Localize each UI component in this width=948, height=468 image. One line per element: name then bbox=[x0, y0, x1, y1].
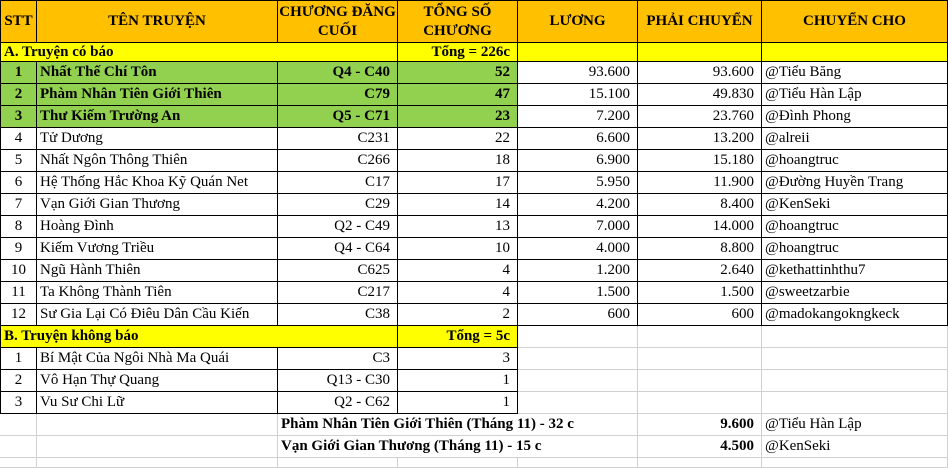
cell-empty[interactable] bbox=[518, 392, 638, 414]
cell-story-name[interactable]: Thư Kiếm Trường An bbox=[37, 106, 278, 128]
story-row bbox=[0, 216, 948, 238]
cell-empty[interactable] bbox=[638, 326, 762, 348]
story-row bbox=[0, 194, 948, 216]
story-row bbox=[0, 370, 948, 392]
cell-empty[interactable] bbox=[638, 348, 762, 370]
cell-salary[interactable]: 7.000 bbox=[518, 216, 638, 238]
header-transfer[interactable]: PHẢI CHUYỂN bbox=[638, 0, 762, 43]
cell-last-chapter[interactable]: C38 bbox=[278, 304, 398, 326]
cell-stt[interactable]: 2 bbox=[0, 84, 37, 106]
cell-empty[interactable] bbox=[762, 458, 948, 468]
cell-last-chapter[interactable]: Q2 - C62 bbox=[278, 392, 398, 414]
cell-story-name[interactable]: Ta Không Thành Tiên bbox=[37, 282, 278, 304]
story-row bbox=[0, 238, 948, 260]
cell-empty[interactable] bbox=[398, 458, 518, 468]
cell-salary[interactable]: 4.000 bbox=[518, 238, 638, 260]
cell-salary[interactable]: 6.600 bbox=[518, 128, 638, 150]
story-row bbox=[0, 304, 948, 326]
cell-chapter-count[interactable]: 18 bbox=[398, 150, 518, 172]
cell-stt[interactable]: 7 bbox=[0, 194, 37, 216]
story-row bbox=[0, 84, 948, 106]
cell-chapter-count[interactable]: 14 bbox=[398, 194, 518, 216]
cell-last-chapter[interactable]: Q4 - C40 bbox=[278, 62, 398, 84]
cell-last-chapter[interactable]: C17 bbox=[278, 172, 398, 194]
cell-empty[interactable] bbox=[37, 458, 278, 468]
cell-chapter-count[interactable]: 3 bbox=[398, 348, 518, 370]
cell-empty[interactable] bbox=[762, 370, 948, 392]
cell-empty[interactable] bbox=[37, 436, 278, 458]
section-a-total[interactable]: Tổng = 226c bbox=[398, 43, 518, 62]
cell-transfer-to[interactable]: @hoangtruc bbox=[762, 238, 948, 260]
section-a-row bbox=[0, 43, 948, 62]
story-row bbox=[0, 282, 948, 304]
cell-empty[interactable] bbox=[518, 370, 638, 392]
cell-transfer-to[interactable]: @Tiểu Hàn Lập bbox=[762, 84, 948, 106]
section-a-label[interactable]: A. Truyện có báo bbox=[0, 43, 398, 62]
cell-stt[interactable]: 4 bbox=[0, 128, 37, 150]
cell-chapter-count[interactable]: 4 bbox=[398, 260, 518, 282]
cell-empty[interactable] bbox=[762, 326, 948, 348]
cell-stt[interactable]: 3 bbox=[0, 106, 37, 128]
cell-stt[interactable]: 2 bbox=[0, 370, 37, 392]
cell-transfer[interactable]: 2.640 bbox=[638, 260, 762, 282]
cell-chapter-count[interactable]: 2 bbox=[398, 304, 518, 326]
cell-transfer[interactable]: 49.830 bbox=[638, 84, 762, 106]
cell-chapter-count[interactable]: 4 bbox=[398, 282, 518, 304]
cell-transfer[interactable]: 13.200 bbox=[638, 128, 762, 150]
cell-stt[interactable]: 11 bbox=[0, 282, 37, 304]
cell-last-chapter[interactable]: C217 bbox=[278, 282, 398, 304]
cell-transfer[interactable]: 8.800 bbox=[638, 238, 762, 260]
cell-stt[interactable]: 1 bbox=[0, 62, 37, 84]
cell-transfer-to[interactable]: @sweetzarbie bbox=[762, 282, 948, 304]
cell-transfer-to[interactable]: @KenSeki bbox=[762, 194, 948, 216]
cell-stt[interactable]: 1 bbox=[0, 348, 37, 370]
cell-chapter-count[interactable]: 1 bbox=[398, 392, 518, 414]
header-last-chapter[interactable]: CHƯƠNG ĐĂNG CUỐI bbox=[278, 0, 398, 43]
cell-last-chapter[interactable]: C3 bbox=[278, 348, 398, 370]
cell-last-chapter[interactable]: C29 bbox=[278, 194, 398, 216]
cell-stt[interactable]: 12 bbox=[0, 304, 37, 326]
story-row bbox=[0, 172, 948, 194]
summary-label[interactable]: Phàm Nhân Tiên Giới Thiên (Tháng 11) - 32 c bbox=[278, 414, 638, 436]
cell-transfer[interactable]: 93.600 bbox=[638, 62, 762, 84]
header-salary[interactable]: LƯƠNG bbox=[518, 0, 638, 43]
cell-last-chapter[interactable]: C266 bbox=[278, 150, 398, 172]
summary-row bbox=[0, 436, 948, 458]
story-row bbox=[0, 128, 948, 150]
story-row bbox=[0, 260, 948, 282]
cell-empty[interactable] bbox=[762, 392, 948, 414]
cell-last-chapter[interactable]: Q2 - C49 bbox=[278, 216, 398, 238]
cell-empty[interactable] bbox=[638, 458, 762, 468]
cell-transfer-to[interactable]: @alreii bbox=[762, 128, 948, 150]
cell-transfer-to[interactable]: @Tiểu Băng bbox=[762, 62, 948, 84]
cell-story-name[interactable]: Nhất Ngôn Thông Thiên bbox=[37, 150, 278, 172]
cell-salary[interactable]: 93.600 bbox=[518, 62, 638, 84]
cell-empty[interactable] bbox=[518, 326, 638, 348]
section-b-row bbox=[0, 326, 948, 348]
cell-transfer-to[interactable]: @Đình Phong bbox=[762, 106, 948, 128]
summary-amount[interactable]: 4.500 bbox=[638, 436, 762, 458]
summary-label[interactable]: Vạn Giới Gian Thương (Tháng 11) - 15 c bbox=[278, 436, 638, 458]
cell-story-name[interactable]: Sư Gia Lại Có Điêu Dân Cầu Kiến bbox=[37, 304, 278, 326]
cell-chapter-count[interactable]: 13 bbox=[398, 216, 518, 238]
cell-empty[interactable] bbox=[0, 414, 37, 436]
cell-stt[interactable]: 6 bbox=[0, 172, 37, 194]
cell-empty[interactable] bbox=[0, 436, 37, 458]
cell-empty[interactable] bbox=[638, 392, 762, 414]
cell-last-chapter[interactable]: C79 bbox=[278, 84, 398, 106]
summary-transfer-to[interactable]: @KenSeki bbox=[762, 436, 948, 458]
cell-transfer[interactable]: 8.400 bbox=[638, 194, 762, 216]
section-b-label[interactable]: B. Truyện không báo bbox=[0, 326, 398, 348]
cell-transfer-to[interactable]: @hoangtruc bbox=[762, 150, 948, 172]
cell-stt[interactable]: 3 bbox=[0, 392, 37, 414]
cell-empty[interactable] bbox=[638, 370, 762, 392]
cell-salary[interactable]: 600 bbox=[518, 304, 638, 326]
cell-transfer[interactable]: 15.180 bbox=[638, 150, 762, 172]
cell-story-name[interactable]: Hoàng Đình bbox=[37, 216, 278, 238]
cell-salary[interactable]: 15.100 bbox=[518, 84, 638, 106]
story-row bbox=[0, 106, 948, 128]
cell-transfer-to[interactable]: @hoangtruc bbox=[762, 216, 948, 238]
cell-salary[interactable]: 1.500 bbox=[518, 282, 638, 304]
cell-story-name[interactable]: Tử Dương bbox=[37, 128, 278, 150]
cell-story-name[interactable]: Ngũ Hành Thiên bbox=[37, 260, 278, 282]
cell-story-name[interactable]: Vạn Giới Gian Thương bbox=[37, 194, 278, 216]
cell-chapter-count[interactable]: 23 bbox=[398, 106, 518, 128]
cell-story-name[interactable]: Nhất Thế Chí Tôn bbox=[37, 62, 278, 84]
cell-last-chapter[interactable]: Q5 - C71 bbox=[278, 106, 398, 128]
cell-salary[interactable]: 1.200 bbox=[518, 260, 638, 282]
cell-salary[interactable]: 5.950 bbox=[518, 172, 638, 194]
cell-last-chapter[interactable]: Q13 - C30 bbox=[278, 370, 398, 392]
cell-salary[interactable]: 7.200 bbox=[518, 106, 638, 128]
section-b-total[interactable]: Tổng = 5c bbox=[398, 326, 518, 348]
cell-salary[interactable]: 6.900 bbox=[518, 150, 638, 172]
story-row bbox=[0, 62, 948, 84]
cell-transfer-to[interactable]: @madokangokngkeck bbox=[762, 304, 948, 326]
cell-stt[interactable]: 8 bbox=[0, 216, 37, 238]
cell-transfer[interactable]: 14.000 bbox=[638, 216, 762, 238]
cell-empty[interactable] bbox=[0, 458, 37, 468]
cell-stt[interactable]: 10 bbox=[0, 260, 37, 282]
cell-chapter-count[interactable]: 10 bbox=[398, 238, 518, 260]
header-transfer-to[interactable]: CHUYỂN CHO bbox=[762, 0, 948, 43]
cell-chapter-count[interactable]: 1 bbox=[398, 370, 518, 392]
cell-empty[interactable] bbox=[518, 458, 638, 468]
empty-row bbox=[0, 458, 948, 468]
cell-transfer[interactable]: 23.760 bbox=[638, 106, 762, 128]
cell-transfer[interactable]: 600 bbox=[638, 304, 762, 326]
cell-empty[interactable] bbox=[37, 414, 278, 436]
cell-empty[interactable] bbox=[638, 43, 762, 62]
cell-chapter-count[interactable]: 17 bbox=[398, 172, 518, 194]
cell-story-name[interactable]: Kiếm Vương Triều bbox=[37, 238, 278, 260]
cell-stt[interactable]: 9 bbox=[0, 238, 37, 260]
story-row bbox=[0, 348, 948, 370]
cell-chapter-count[interactable]: 22 bbox=[398, 128, 518, 150]
cell-transfer-to[interactable]: @Đường Huyền Trang bbox=[762, 172, 948, 194]
cell-empty[interactable] bbox=[762, 348, 948, 370]
header-stt[interactable]: STT bbox=[0, 0, 37, 43]
cell-empty[interactable] bbox=[518, 43, 638, 62]
cell-story-name[interactable]: Vô Hạn Thự Quang bbox=[37, 370, 278, 392]
cell-last-chapter[interactable]: Q4 - C64 bbox=[278, 238, 398, 260]
cell-story-name[interactable]: Phàm Nhân Tiên Giới Thiên bbox=[37, 84, 278, 106]
header-chapter-count[interactable]: TỔNG SỐ CHƯƠNG bbox=[398, 0, 518, 43]
header-row bbox=[0, 0, 948, 43]
cell-empty[interactable] bbox=[762, 43, 948, 62]
cell-transfer[interactable]: 1.500 bbox=[638, 282, 762, 304]
cell-transfer[interactable]: 11.900 bbox=[638, 172, 762, 194]
summary-row bbox=[0, 414, 948, 436]
cell-chapter-count[interactable]: 52 bbox=[398, 62, 518, 84]
cell-story-name[interactable]: Bí Mật Của Ngôi Nhà Ma Quái bbox=[37, 348, 278, 370]
cell-empty[interactable] bbox=[518, 348, 638, 370]
story-row bbox=[0, 150, 948, 172]
cell-last-chapter[interactable]: C625 bbox=[278, 260, 398, 282]
cell-transfer-to[interactable]: @kethattinhthu7 bbox=[762, 260, 948, 282]
summary-transfer-to[interactable]: @Tiểu Hàn Lập bbox=[762, 414, 948, 436]
cell-story-name[interactable]: Vu Sư Chi Lữ bbox=[37, 392, 278, 414]
header-story-name[interactable]: TÊN TRUYỆN bbox=[37, 0, 278, 43]
cell-salary[interactable]: 4.200 bbox=[518, 194, 638, 216]
cell-stt[interactable]: 5 bbox=[0, 150, 37, 172]
cell-chapter-count[interactable]: 47 bbox=[398, 84, 518, 106]
cell-empty[interactable] bbox=[278, 458, 398, 468]
story-row bbox=[0, 392, 948, 414]
cell-last-chapter[interactable]: C231 bbox=[278, 128, 398, 150]
summary-amount[interactable]: 9.600 bbox=[638, 414, 762, 436]
cell-story-name[interactable]: Hệ Thống Hắc Khoa Kỹ Quán Net bbox=[37, 172, 278, 194]
